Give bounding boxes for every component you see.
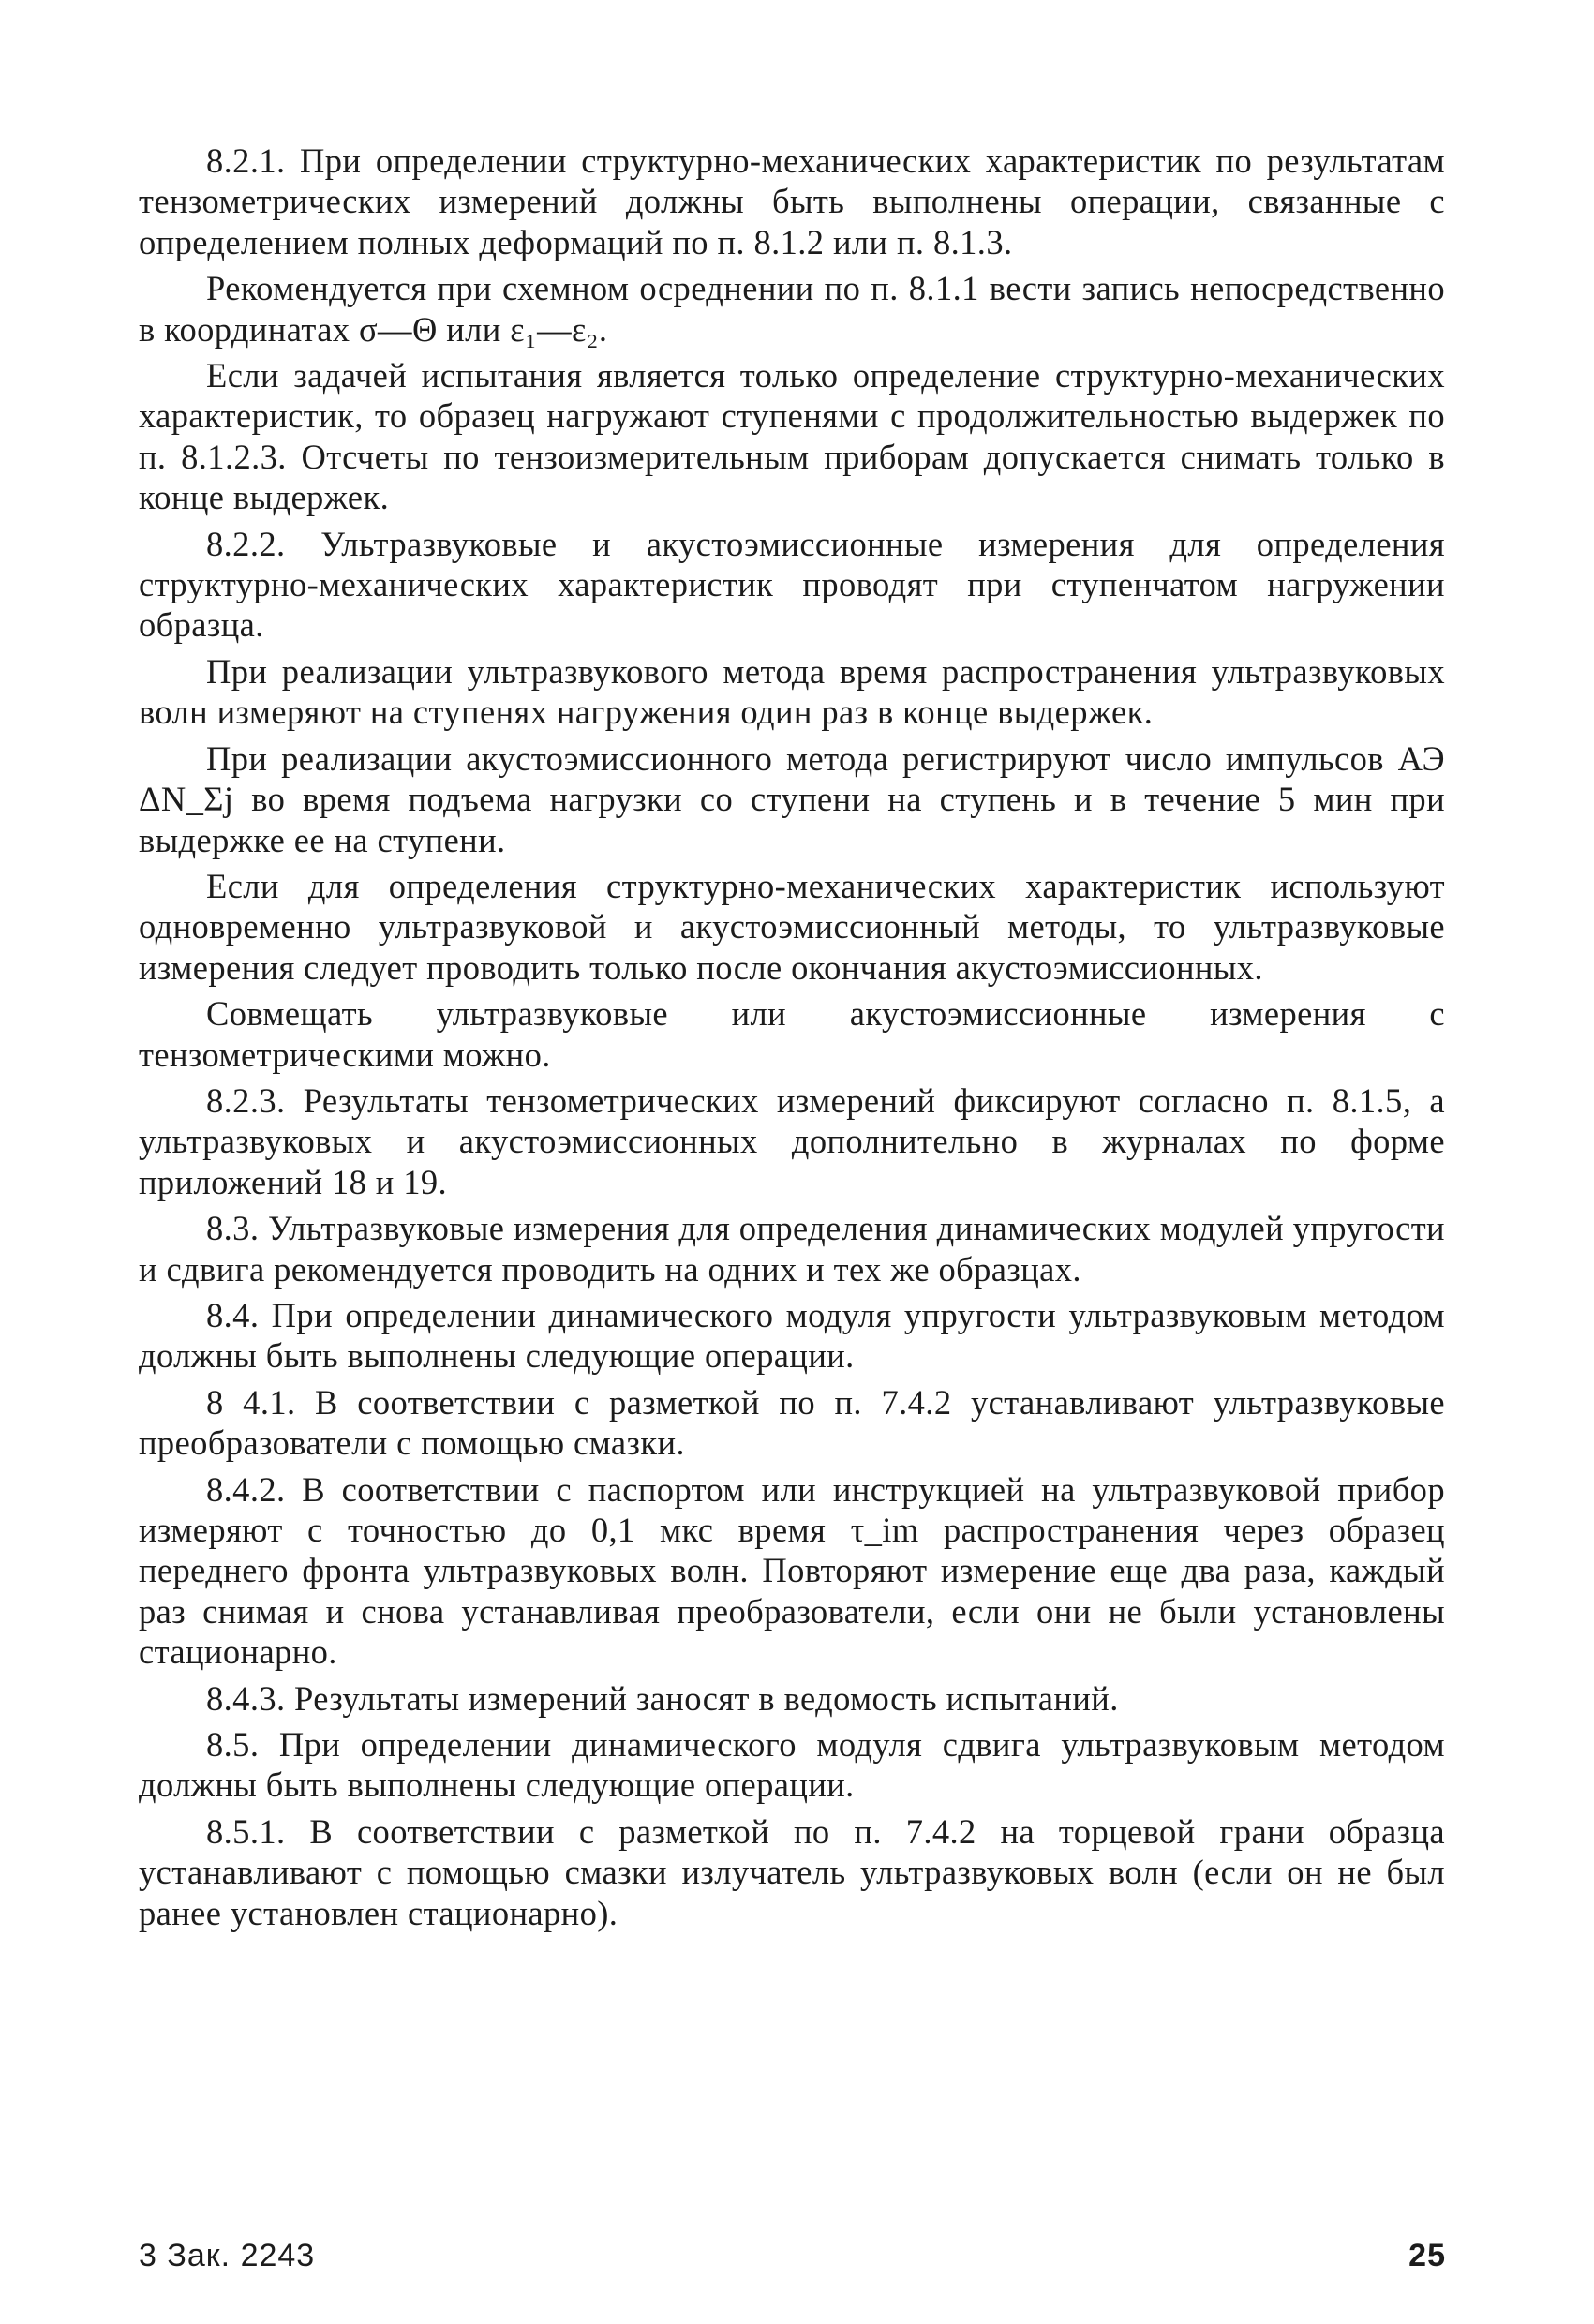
paragraph-8-4-1: 8 4.1. В соответствии с разметкой по п. 7.4.2 устанавливают ультразвуковые преобразователи с помощью смазки.	[139, 1382, 1445, 1463]
paragraph-acoustic-emission-method: При реализации акустоэмиссионного метода регистрируют число импульсов АЭ ΔN_Σj во время подъема нагрузки со ступени на ступень и в течение 5 мин при выдержке ее на ступени.	[139, 738, 1445, 859]
paragraph-8-5: 8.5. При определении динамического модуля сдвига ультразвуковым методом должны быть выполнены следующие операции.	[139, 1725, 1445, 1805]
paragraph-recommendation: Рекомендуется при схемном осреднении по п. 8.1.1 вести запись непосредственно в координатах σ—Θ или ε₁—ε₂.	[139, 269, 1445, 349]
paragraph-8-2-3: 8.2.3. Результаты тензометрических измерений фиксируют согласно п. 8.1.5, а ультразвуковых и акустоэмиссионных дополнительно в журналах по форме приложений 18 и 19.	[139, 1080, 1445, 1201]
paragraph-ultrasonic-method: При реализации ультразвукового метода время распространения ультразвуковых волн измеряют на ступенях нагружения один раз в конце выдержек.	[139, 651, 1445, 732]
paragraph-8-4-2: 8.4.2. В соответствии с паспортом или инструкцией на ультразвуковой прибор измеряют с точностью до 0,1 мкс время τ_im распространения через образец переднего фронта ультразвуковых волн. Повторяют измерение еще два раза, каждый раз снимая и снова устанавливая преобразователи, если они не были установлены стационарно.	[139, 1469, 1445, 1672]
body-text	[139, 141, 1445, 1939]
paragraph-8-4-3: 8.4.3. Результаты измерений заносят в ведомость испытаний.	[206, 1678, 1119, 1718]
paragraph-8-3: 8.3. Ультразвуковые измерения для определения динамических модулей упругости и сдвига рекомендуется проводить на одних и тех же образцах.	[139, 1209, 1445, 1289]
page-number: 25	[1408, 2238, 1446, 2273]
paragraph-test-task: Если задачей испытания является только определение структурно-механических характеристик, то образец нагружают ступенями с продолжительностью выдержек по п. 8.1.2.3. Отсчеты по тензоизмерительным приборам допускается снимать только в конце выдержек.	[139, 356, 1445, 517]
paragraph-simultaneous-use: Если для определения структурно-механических характеристик используют одновременно ультразвуковой и акустоэмиссионный методы, то ультразвуковые измерения следует проводить только после окончания акустоэмиссионных.	[139, 866, 1445, 987]
paragraph-8-4: 8.4. При определении динамического модуля упругости ультразвуковым методом должны быть выполнены следующие операции.	[139, 1295, 1445, 1376]
footer-order-number: 3 Зак. 2243	[139, 2238, 316, 2273]
paragraph-8-2-1: 8.2.1. При определении структурно-механических характеристик по результатам тензометрических измерений должны быть выполнены операции, связанные с определением полных деформаций по п. 8.1.2 или п. 8.1.3.	[139, 142, 1445, 261]
paragraph-combining: Совмещать ультразвуковые или акустоэмиссионные измерения с тензометрическими можно.	[139, 994, 1445, 1074]
paragraph-8-5-1: 8.5.1. В соответствии с разметкой по п. 7.4.2 на торцевой грани образца устанавливают с помощью смазки излучатель ультразвуковых волн (если он не был ранее установлен стационарно).	[139, 1811, 1445, 1932]
paragraph-8-2-2: 8.2.2. Ультразвуковые и акустоэмиссионные измерения для определения структурно-механических характеристик проводят при ступенчатом нагружении образца.	[139, 524, 1445, 645]
